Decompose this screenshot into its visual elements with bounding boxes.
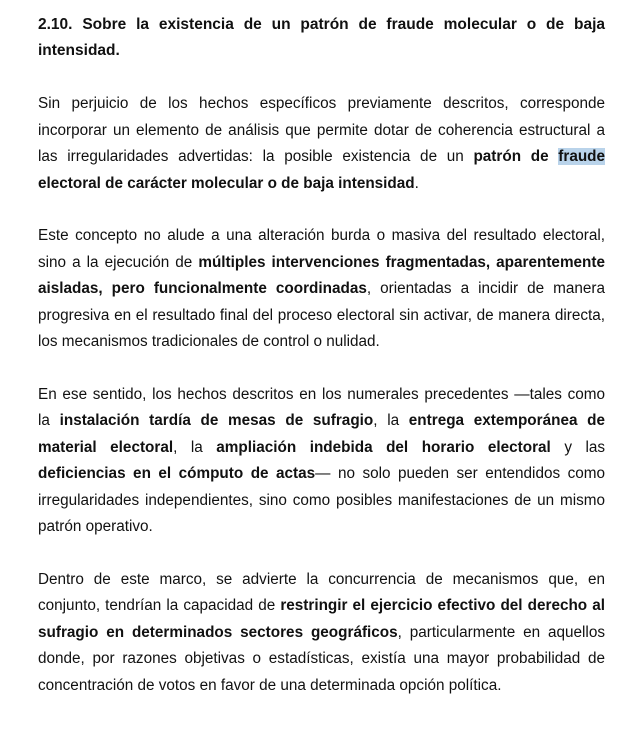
paragraph-3 xyxy=(38,382,605,541)
text-run: — no solo pueden ser entendidos como irregularidades independientes, sino como posibles manifestaciones de un mismo patrón operativo. xyxy=(38,465,605,535)
text-run: . xyxy=(414,174,419,192)
highlighted-word: fraude xyxy=(558,148,606,165)
text-run: Este concepto no alude a una alteración burda o masiva del resultado electoral, sino a la ejecución de xyxy=(38,227,605,271)
bold-run: patrón de fraude electoral de carácter molecular o de baja intensidad xyxy=(38,148,606,192)
bold-run: restringir el ejercicio efectivo del derecho al sufragio en determinados sectores geográficos xyxy=(38,597,605,641)
text-run: y las xyxy=(550,438,606,456)
bold-run: ampliación indebida del horario electoral xyxy=(216,438,551,456)
paragraph-4 xyxy=(38,567,605,700)
bold-run: deficiencias en el cómputo de actas xyxy=(38,465,316,482)
section-heading: 2.10. Sobre la existencia de un patrón de fraude molecular o de baja intensidad. xyxy=(38,16,605,59)
bold-run: entrega extemporánea de material electoral xyxy=(38,412,605,456)
text-run: , orientadas a incidir de manera progresiva en el resultado final del proceso electoral sin activar, de manera directa, los mecanismos tradicionales de control o nulidad. xyxy=(38,280,605,350)
bold-run: múltiples intervenciones fragmentadas, aparentemente aisladas, pero funcionalmente coordinadas xyxy=(38,253,605,297)
text-run: , particularmente en aquellos donde, por razones objetivas o estadísticas, existía una mayor probabilidad de concentración de votos en favor de una determinada opción política. xyxy=(38,623,605,694)
text-run: Dentro de este marco, se advierte la concurrencia de mecanismos que, en conjunto, tendrían la capacidad de xyxy=(38,570,605,614)
text-run: , la xyxy=(373,412,409,429)
paragraph-2 xyxy=(38,223,605,356)
text-run: En ese sentido, los hechos descritos en los numerales precedentes —tales como la xyxy=(38,385,605,429)
bold-run: instalación tardía de mesas de sufragio xyxy=(59,412,374,429)
paragraph-1 xyxy=(38,91,605,197)
text-run: Sin perjuicio de los hechos específicos previamente descritos, corresponde incorporar un elemento de análisis que permite dotar de coherencia estructural a las irregularidades advertidas: la posible existencia de un xyxy=(38,95,605,165)
text-run: , la xyxy=(173,438,217,456)
